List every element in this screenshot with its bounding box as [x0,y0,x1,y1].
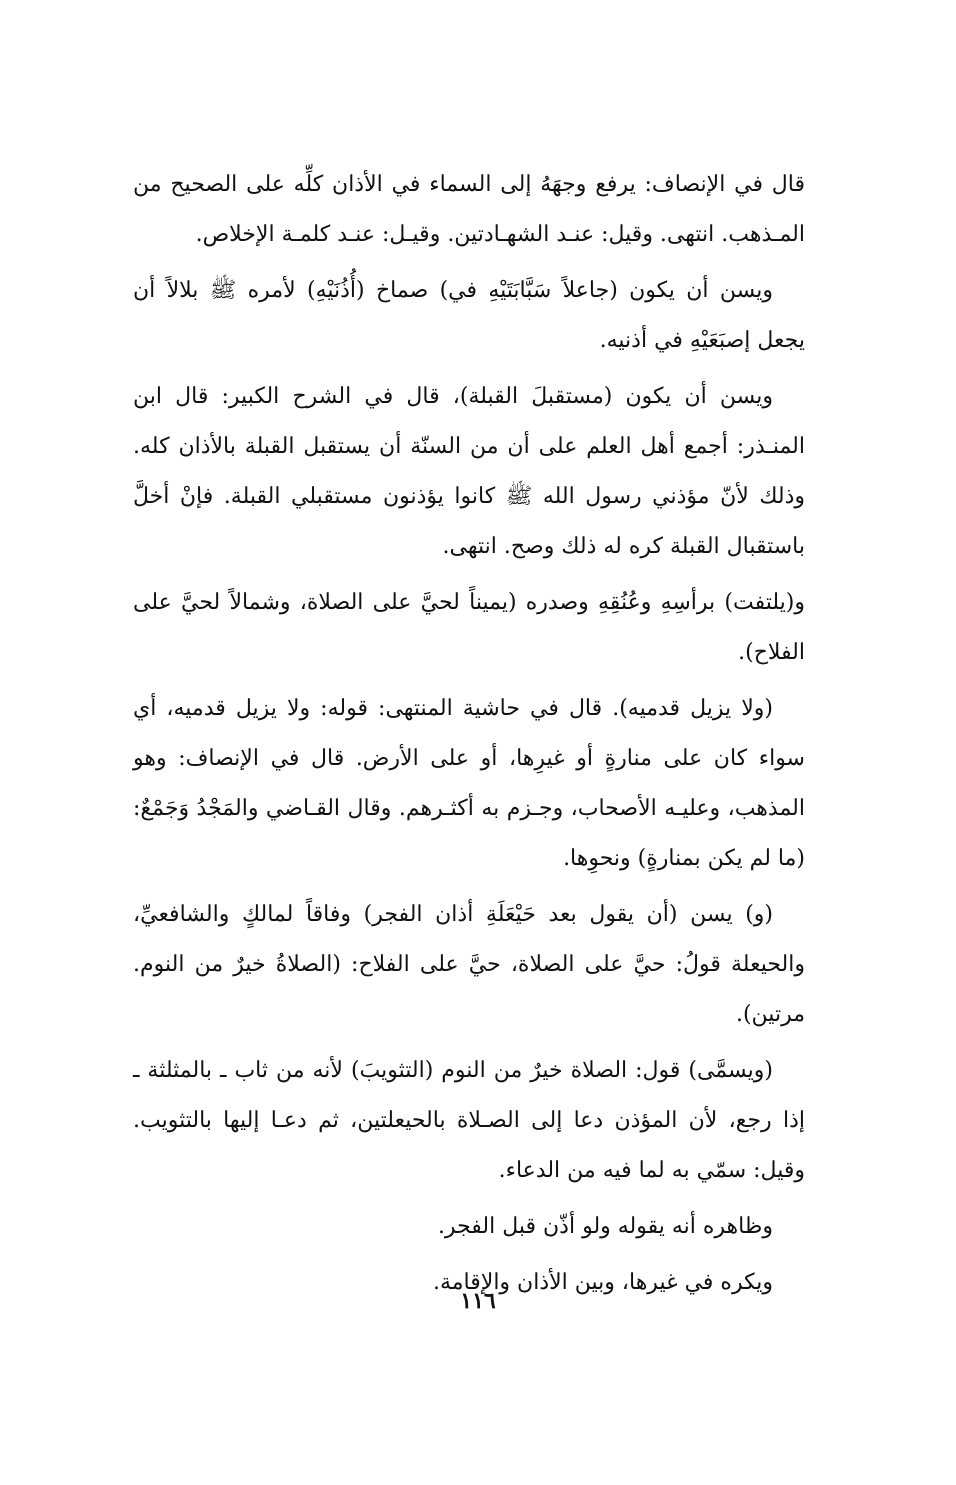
paragraph-facing-qibla: ويسن أن يكون (مستقبلَ القبلة)، قال في الشرح الكبير: قال ابن المنـذر: أجمع أهل العلم على أن من السنّة أن يستقبل القبلة بالأذان كله. وذلك لأنّ مؤذني رسول الله ﷺ كانوا يؤذنون مستقبلي القبلة. فإنْ أخلَّ باستقبال القبلة كره له ذلك وصح. انتهى. [133,384,805,559]
paragraph-turning-head: و(يلتفت) برأسِهِ وعُنُقِهِ وصدره (يميناً لحيَّ على الصلاة، وشمالاً لحيَّ على الفلاح). [133,590,805,665]
paragraph-fajr-tathwib: (و) يسن (أن يقول بعد حَيْعَلَةِ أذان الفجر) وفاقاً لمالكٍ والشافعيِّ، والحيعلة قولُ: حيَّ على الصلاة، حيَّ على الفلاح: (الصلاةُ خيرٌ من النوم. مرتين). [133,902,805,1027]
paragraph-tathwib-naming: (ويسمَّى) قول: الصلاة خيرٌ من النوم (التثويبَ) لأنه من ثاب ـ بالمثلثة ـ إذا رجع، لأن المؤذن دعا إلى الصـلاة بالحيعلتين، ثم دعـا إليها بالتثويب. وقيل: سمّي به لما فيه من الدعاء. [133,1058,805,1183]
paragraph-not-moving-feet: (ولا يزيل قدميه). قال في حاشية المنتهى: قوله: ولا يزيل قدميه، أي سواء كان على منارةٍ أو غيرِها، أو على الأرض. قال في الإنصاف: وهو المذهب، وعليـه الأصحاب، وجـزم به أكثـرهم. وقال القـاضي والمَجْدُ وَجَمْعٌ: (ما لم يكن بمنارةٍ) ونحوِها. [133,696,805,871]
body-text [133,160,805,1314]
paragraph-fingers-in-ears: ويسن أن يكون (جاعلاً سَبَّابَتَيْهِ في) صماخ (أُذُنَيْهِ) لأمره ﷺ بلالاً أن يجعل إصبَعَيْهِ في أذنيه. [133,278,805,353]
page-number: ١١٦ [460,1288,496,1314]
paragraph-before-fajr: وظاهره أنه يقوله ولو أذّن قبل الفجر. [437,1214,773,1239]
paragraph-makruh-otherwise: ويكره في غيرها، وبين الأذان والإقامة. [432,1270,773,1295]
paragraph-insaf-face-to-sky: قال في الإنصاف: يرفع وجهَهُ إلى السماء في الأذان كلِّه على الصحيح من المـذهب. انتهى. وقيل: عنـد الشهـادتين. وقيـل: عنـد كلمـة الإخلاص. [133,172,805,247]
